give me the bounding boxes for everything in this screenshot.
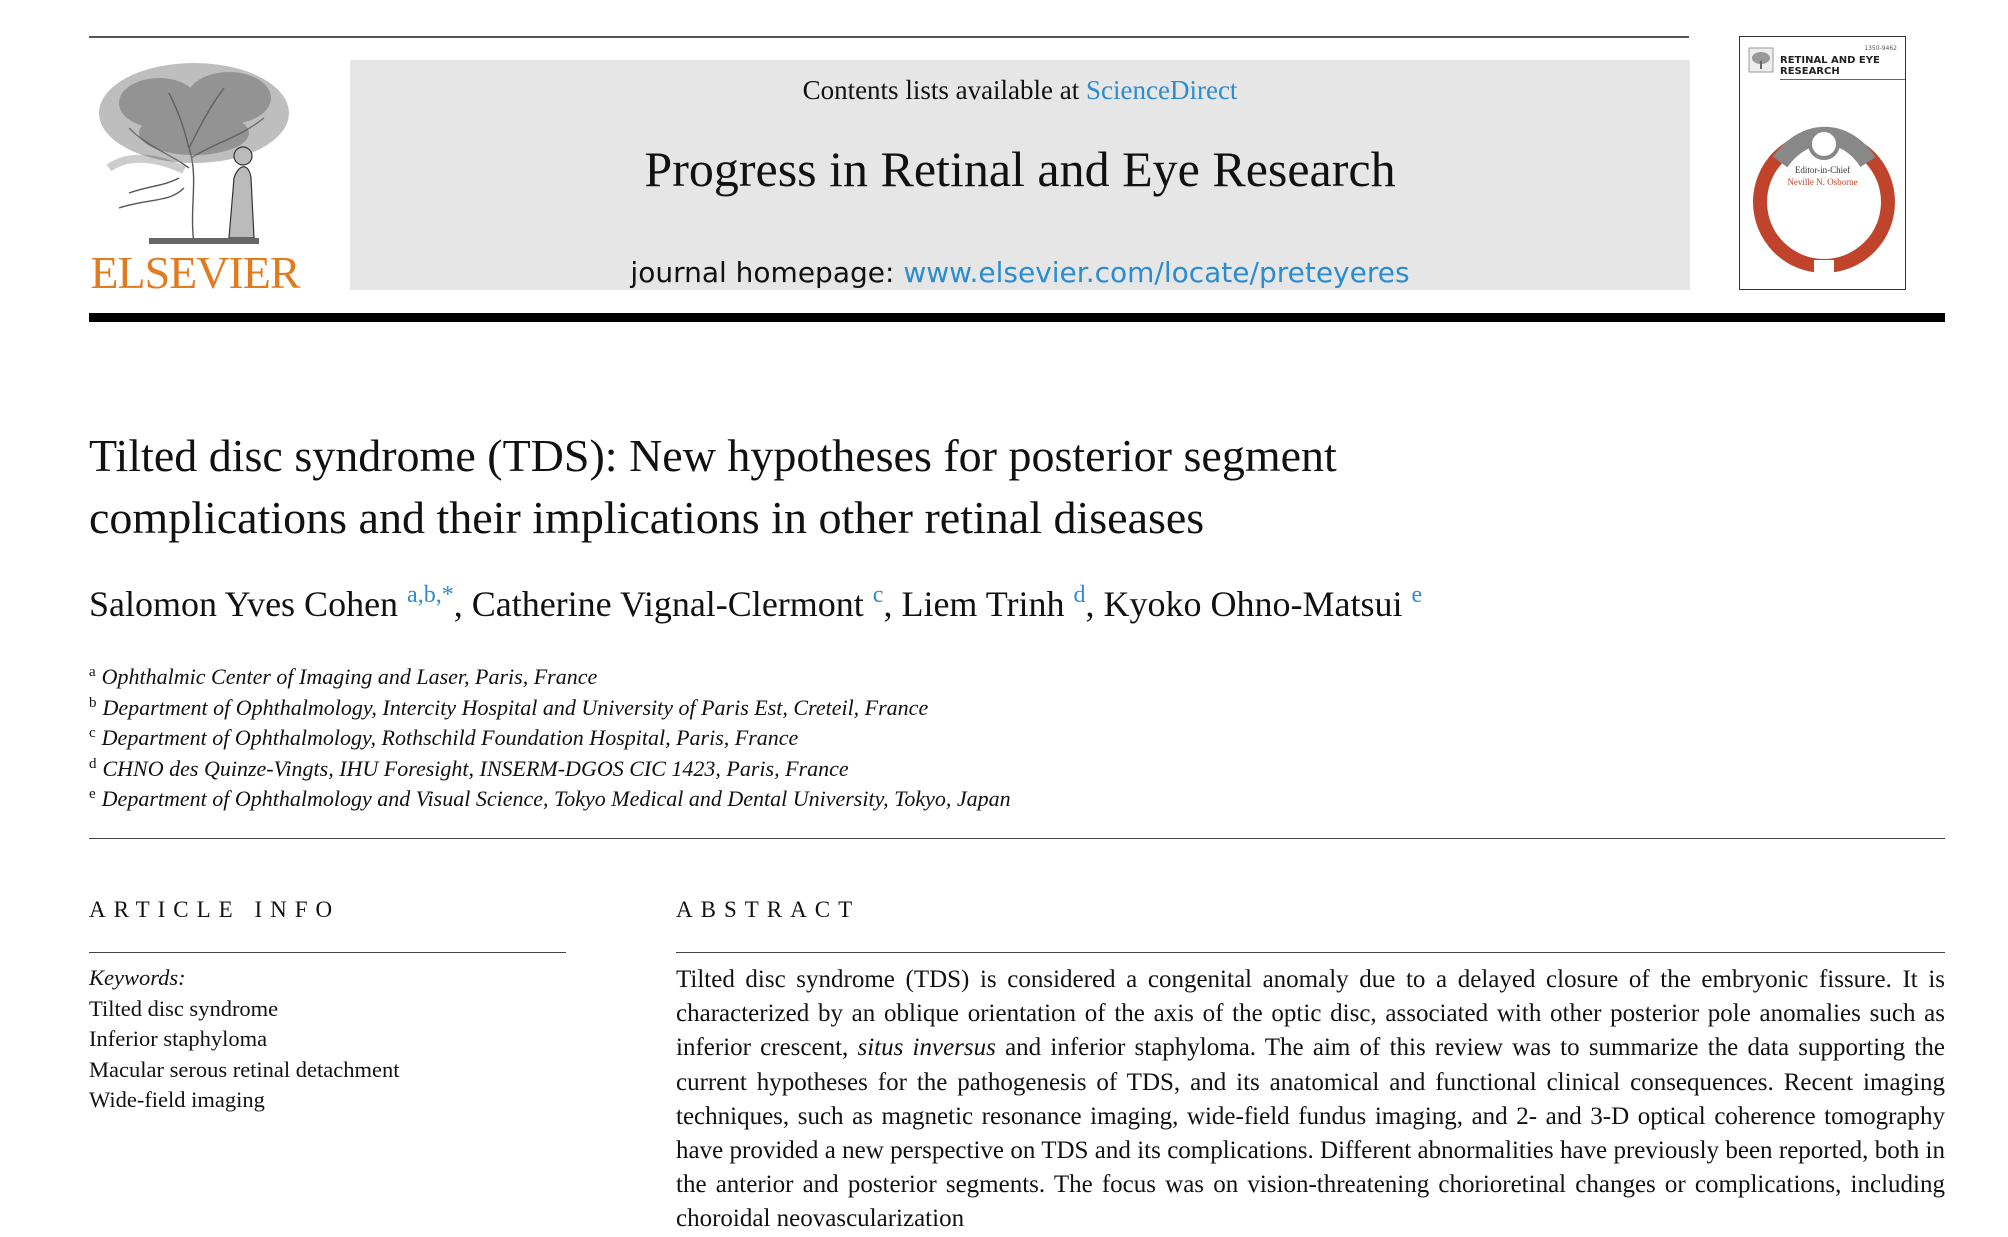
tree-logo-icon — [89, 58, 301, 248]
affiliation-item — [89, 657, 1889, 688]
journal-cover-thumbnail[interactable] — [1739, 36, 1906, 290]
sciencedirect-link[interactable]: ScienceDirect — [1086, 75, 1238, 105]
affiliation-key: d — [89, 755, 97, 772]
author-affiliation-marker[interactable]: a,b,* — [407, 582, 454, 608]
publisher-logo[interactable] — [89, 58, 301, 298]
abstract-text-part: and inferior staphyloma. The aim of this review was to summarize the data supporting the current hypotheses for the pathogenesis of TDS, and its anatomical and functional clinical consequences. Recent imaging techniques, such as magnetic resonance imaging, wide-field fundus imaging, and 2- and 3-D optical coherence tomography have provided a new perspective on TDS and its complications. Different abnormalities have previously been reported, both in the anterior and posterior segments. The focus was on vision-threatening chorioretinal changes or complications, including choroidal neovascularization — [676, 1034, 1945, 1233]
abstract-italic-term: situs inversus — [857, 1034, 996, 1062]
affiliation-item — [89, 749, 1889, 780]
author-name[interactable]: Catherine Vignal-Clermont — [471, 584, 864, 624]
article-title-line: Tilted disc syndrome (TDS): New hypotheses for posterior segment — [89, 430, 1337, 481]
journal-title[interactable]: Progress in Retinal and Eye Research — [644, 141, 1396, 197]
affiliation-key: e — [89, 786, 96, 802]
keywords-label: Keywords: — [89, 965, 186, 990]
keyword-item: Macular serous retinal detachment — [89, 1056, 400, 1082]
affiliation-key: b — [89, 694, 97, 711]
cover-editor-label: Editor-in-Chief — [1794, 165, 1851, 175]
author-name[interactable]: Liem Trinh — [901, 584, 1065, 624]
keyword-item: Inferior staphyloma — [89, 1026, 268, 1051]
keyword-item: Tilted disc syndrome — [89, 995, 279, 1021]
cover-issn: 1350-9462 — [1864, 45, 1897, 52]
contents-prefix: Contents lists available at — [802, 75, 1080, 105]
journal-masthead — [350, 60, 1690, 290]
eye-ring-icon — [1750, 92, 1897, 282]
cover-title: RETINAL AND EYE RESEARCH — [1780, 55, 1905, 80]
section-divider — [89, 838, 1945, 839]
keywords-block — [89, 963, 559, 1116]
publisher-name: ELSEVIER — [90, 247, 300, 298]
affiliation-text: CHNO des Quinze-Vingts, IHU Foresight, INSERM-DGOS CIC 1423, Paris, France — [102, 755, 849, 781]
homepage-line — [350, 256, 1690, 289]
keyword-item: Wide-field imaging — [89, 1087, 265, 1112]
affiliation-item — [89, 779, 1889, 810]
contents-line — [350, 75, 1690, 106]
affiliation-text: Department of Ophthalmology, Rothschild Foundation Hospital, Paris, France — [101, 725, 799, 750]
affiliation-text: Ophthalmic Center of Imaging and Laser, Paris, France — [101, 664, 598, 689]
article-title — [89, 425, 1789, 549]
abstract-rule — [676, 952, 1945, 953]
cover-editor-name: Neville N. Osborne — [1787, 177, 1858, 187]
affiliation-key: c — [89, 725, 96, 741]
author-affiliation-marker[interactable]: d — [1073, 582, 1086, 608]
article-info-rule — [89, 952, 566, 953]
homepage-prefix: journal homepage: — [630, 256, 895, 289]
affiliation-list — [89, 657, 1889, 810]
author-name[interactable]: Kyoko Ohno-Matsui — [1103, 584, 1403, 624]
affiliation-text: Department of Ophthalmology and Visual Science, Tokyo Medical and Dental University, Tokyo, Japan — [101, 786, 1011, 811]
abstract-heading: ABSTRACT — [676, 897, 861, 922]
author-name[interactable]: Salomon Yves Cohen — [89, 584, 399, 624]
journal-homepage-link[interactable]: www.elsevier.com/locate/preteyeres — [903, 256, 1410, 289]
affiliation-text: Department of Ophthalmology, Intercity Hospital and University of Paris Est, Creteil, France — [102, 694, 929, 720]
author-list: Salomon Yves Cohen $^{a,b,*}$, Catherine Vignal-Clermont $^c$, Liem Trinh $^d$, Kyoko Ohno-Matsui $^e$ — [89, 582, 1423, 624]
article-title-line: complications and their implications in other retinal diseases — [89, 492, 1205, 543]
article-info-heading: ARTICLE INFO — [89, 897, 341, 922]
abstract-text-part: Tilted disc syndrome (TDS) is considered a congenital anomaly due to a delayed closure of the embryonic fissure. It is characterized by an oblique orientation of the axis of the optic disc, associated with other posterior pole anomalies such as inferior crescent, — [676, 966, 1945, 1062]
author-affiliation-marker[interactable]: c — [872, 582, 884, 608]
affiliation-item — [89, 688, 1889, 719]
author-affiliation-marker[interactable]: e — [1411, 582, 1423, 608]
affiliation-item — [89, 718, 1889, 749]
cover-mini-logo-icon — [1748, 47, 1774, 73]
header-divider — [89, 313, 1945, 322]
affiliation-key: a — [89, 664, 96, 680]
top-rule — [89, 36, 1689, 38]
abstract-body — [676, 963, 1945, 1237]
